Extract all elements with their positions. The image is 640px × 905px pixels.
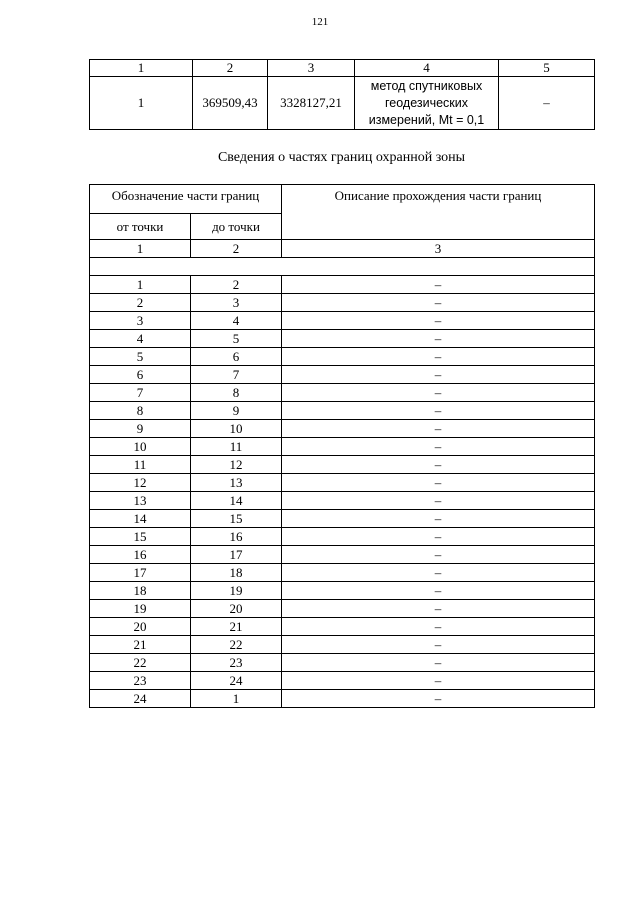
coordinate-y: 3328127,21 <box>268 77 355 130</box>
description-cell: – <box>282 510 595 528</box>
description-cell: – <box>282 528 595 546</box>
coordinate-x: 369509,43 <box>193 77 268 130</box>
to-point-cell: 22 <box>191 636 282 654</box>
table-row <box>90 636 595 654</box>
from-point-cell: 3 <box>90 312 191 330</box>
description-cell: – <box>282 348 595 366</box>
column-number: 4 <box>355 60 499 77</box>
column-number: 2 <box>193 60 268 77</box>
from-point-cell: 4 <box>90 330 191 348</box>
header-to-point: до точки <box>191 214 282 240</box>
description-cell: – <box>282 690 595 708</box>
to-point-cell: 24 <box>191 672 282 690</box>
table-row <box>90 546 595 564</box>
from-point-cell: 11 <box>90 456 191 474</box>
from-point-cell: 8 <box>90 402 191 420</box>
from-point-cell: 24 <box>90 690 191 708</box>
to-point-cell: 19 <box>191 582 282 600</box>
to-point-cell: 12 <box>191 456 282 474</box>
page-number: 121 <box>311 16 329 28</box>
to-point-cell: 15 <box>191 510 282 528</box>
table-row <box>90 690 595 708</box>
to-point-cell: 4 <box>191 312 282 330</box>
to-point-cell: 9 <box>191 402 282 420</box>
table-row <box>90 672 595 690</box>
header-boundary-designation: Обозначение части границ <box>90 185 282 214</box>
to-point-cell: 3 <box>191 294 282 312</box>
to-point-cell: 23 <box>191 654 282 672</box>
from-point-cell: 9 <box>90 420 191 438</box>
blank-cell <box>90 258 595 276</box>
table-row <box>90 330 595 348</box>
table-row <box>90 528 595 546</box>
from-point-cell: 18 <box>90 582 191 600</box>
description-cell: – <box>282 600 595 618</box>
description-cell: – <box>282 402 595 420</box>
from-point-cell: 17 <box>90 564 191 582</box>
point-description: – <box>499 77 595 130</box>
to-point-cell: 1 <box>191 690 282 708</box>
description-cell: – <box>282 492 595 510</box>
from-point-cell: 6 <box>90 366 191 384</box>
to-point-cell: 2 <box>191 276 282 294</box>
to-point-cell: 8 <box>191 384 282 402</box>
from-point-cell: 15 <box>90 528 191 546</box>
boundary-parts-table <box>89 184 595 708</box>
description-cell: – <box>282 582 595 600</box>
table-row <box>90 582 595 600</box>
description-cell: – <box>282 420 595 438</box>
method-line: метод спутниковых <box>370 78 483 93</box>
from-point-cell: 5 <box>90 348 191 366</box>
column-number: 5 <box>499 60 595 77</box>
from-point-cell: 13 <box>90 492 191 510</box>
blank-row <box>90 258 595 276</box>
column-number: 1 <box>90 240 191 258</box>
from-point-cell: 12 <box>90 474 191 492</box>
from-point-cell: 10 <box>90 438 191 456</box>
coordinates-row <box>90 77 595 130</box>
column-number: 1 <box>90 60 193 77</box>
description-cell: – <box>282 330 595 348</box>
table-row <box>90 600 595 618</box>
table-row <box>90 438 595 456</box>
to-point-cell: 16 <box>191 528 282 546</box>
table-row <box>90 420 595 438</box>
column-number: 2 <box>191 240 282 258</box>
table-row <box>90 384 595 402</box>
description-cell: – <box>282 312 595 330</box>
description-cell: – <box>282 456 595 474</box>
table-row <box>90 348 595 366</box>
table-row <box>90 492 595 510</box>
from-point-cell: 23 <box>90 672 191 690</box>
to-point-cell: 14 <box>191 492 282 510</box>
description-cell: – <box>282 276 595 294</box>
method-line: измерений, Mt = 0,1 <box>368 112 485 127</box>
to-point-cell: 21 <box>191 618 282 636</box>
description-cell: – <box>282 474 595 492</box>
description-cell: – <box>282 564 595 582</box>
description-cell: – <box>282 654 595 672</box>
description-cell: – <box>282 438 595 456</box>
from-point-cell: 2 <box>90 294 191 312</box>
coordinates-table <box>89 59 595 130</box>
table-row <box>90 366 595 384</box>
table-row <box>90 474 595 492</box>
description-cell: – <box>282 546 595 564</box>
table-row <box>90 564 595 582</box>
from-point-cell: 16 <box>90 546 191 564</box>
description-cell: – <box>282 384 595 402</box>
from-point-cell: 14 <box>90 510 191 528</box>
description-cell: – <box>282 636 595 654</box>
to-point-cell: 20 <box>191 600 282 618</box>
to-point-cell: 13 <box>191 474 282 492</box>
point-number: 1 <box>90 77 193 130</box>
table-row <box>90 456 595 474</box>
column-number-row <box>90 240 595 258</box>
from-point-cell: 20 <box>90 618 191 636</box>
table-row <box>90 294 595 312</box>
column-number: 3 <box>282 240 595 258</box>
to-point-cell: 17 <box>191 546 282 564</box>
description-cell: – <box>282 618 595 636</box>
header-row-group <box>90 185 595 214</box>
table-row <box>90 510 595 528</box>
table-row <box>90 654 595 672</box>
to-point-cell: 18 <box>191 564 282 582</box>
table-row <box>90 402 595 420</box>
section-title: Сведения о частях границ охранной зоны <box>217 150 466 165</box>
from-point-cell: 22 <box>90 654 191 672</box>
from-point-cell: 7 <box>90 384 191 402</box>
from-point-cell: 19 <box>90 600 191 618</box>
coordinates-header-row <box>90 60 595 77</box>
table-row <box>90 618 595 636</box>
to-point-cell: 10 <box>191 420 282 438</box>
method-line: геодезических <box>384 95 468 110</box>
description-cell: – <box>282 294 595 312</box>
to-point-cell: 7 <box>191 366 282 384</box>
description-cell: – <box>282 672 595 690</box>
header-boundary-description: Описание прохождения части границ <box>282 185 595 240</box>
header-from-point: от точки <box>90 214 191 240</box>
to-point-cell: 6 <box>191 348 282 366</box>
from-point-cell: 21 <box>90 636 191 654</box>
method-description <box>355 77 499 130</box>
column-number: 3 <box>268 60 355 77</box>
to-point-cell: 5 <box>191 330 282 348</box>
table-row <box>90 276 595 294</box>
table-row <box>90 312 595 330</box>
to-point-cell: 11 <box>191 438 282 456</box>
description-cell: – <box>282 366 595 384</box>
from-point-cell: 1 <box>90 276 191 294</box>
